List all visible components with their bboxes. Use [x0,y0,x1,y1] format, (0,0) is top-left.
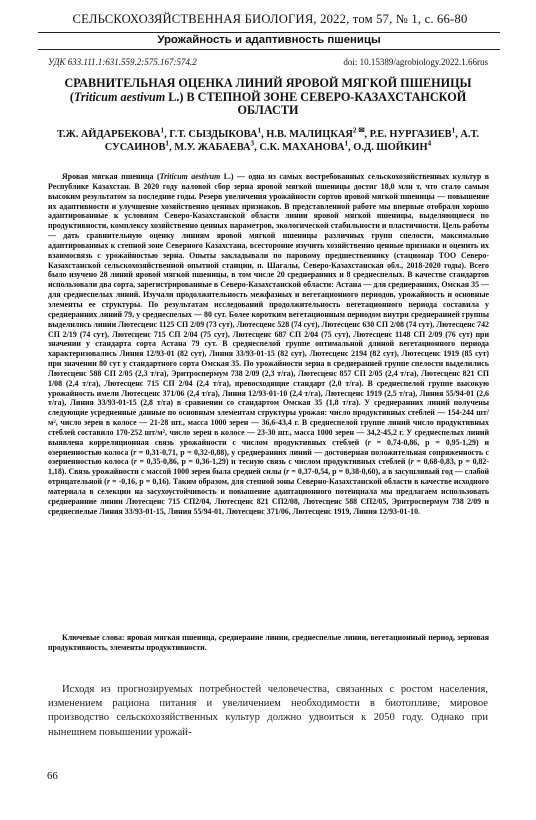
keywords: Ключевые слова: яровая мягкая пшеница, среднерание линии, среднеспелые линии, вегетационный период, зерновая продуктивность, элементы продуктивности. [48,633,489,652]
author-5-affil: 1 [165,139,170,148]
abstract-intro: Яровая мягкая пшеница ( [62,172,160,181]
page-number: 66 [47,770,58,782]
author-2: , Г.Т. СЫЗДЫКОВА [164,129,258,140]
body-paragraph: Исходя из прогнозируемых потребностей человечества, связанных с ростом населения, изменением рациона питания и увеличением необходимости в биотопливе, мировое производство сельскохозяйственных культур должно удвоиться к 2050 году. Однако при нынешнем повышении урожай- [48,684,488,738]
abstract-part-2: , число зерен в колосе — 21-28 шт., масса 1000 зерен — 36,6-43,4 г. В среднеспелой группе линий число продуктивных стеблей составило 170-252 шт/м², число зерен в колосе — 23-30 шт., масса 1000 зерен — 34,2-45,2 г. У среднеспелых линий выявлена корреляционная связь урожайности с числом продуктивных стеблей ( [48,418,489,447]
author-5: , А.Т. СУСАИНОВ [104,129,480,153]
author-1-affil: 1 [160,126,165,135]
corr-symbol: r [367,437,371,447]
title-line-1: СРАВНИТЕЛЬНАЯ ОЦЕНКА ЛИНИЙ ЯРОВОЙ МЯГКОЙ ПШЕНИЦЫ [64,76,472,90]
author-7-affil: 1 [344,139,349,148]
abstract-part-1: L.) — одна из самых востребованных сельскохозяйственных культур в Республике Казахстан. В 2020 году валовой сбор зерна яровой мягкой пшеницы достиг 18,0 млн т, что стало самым высоким результатом за последние годы. Резерв увеличения урожайности сортов яровой мягкой пшеницы — повышение их адаптивности и улучшение хозяйственно ценных признаков. В представленной работе мы впервые отобрали хорошо адаптированные к условиям Северо-Казахстанской области линии яровой мягкой пшеницы, выделяющиеся по продуктивности, комплексу хозяйственно ценных параметров, экологической стабильности и пластичности. Цель работы — дать сравнительную оценку линиям яровой мягкой пшеницы различных групп спелости, максимально адаптированных к степной зоне Северного Казахстана, всесторонне изучить хозяйственно ценные признаки и оценить их взаимосвязь с урожайностью зерна. Опыты закладывали по паровому предшественнику (стационар ТОО Северо-Казахстанской сельскохозяйственной опытной станции, п. Шагалы, Северо-Казахстанская обл., 2018-2020 годы). Всего было изучено 28 линий яровой мягкой пшеницы, в том числе 20 среднеранних и 8 среднеспелых. В качестве стандартов использовали два сорта, зарегистрированные в Северо-Казахстанской области: Астана — для среднеранних, Омская 35 — для среднеспелых линий. Изучали продолжительность межфазных и вегетационного периодов, урожайность и основные элементы ее структуры. По результатам исследований продолжительность вегетационного периода составила у среднеранних линий 79, у среднеспелых — 80 сут. Более коротким вегетационным периодом внутри среднеранней группы выделились линии Лютесценс 1125 СП 2/09 (73 сут), Лютесценс 528 (74 сут), Лютесценс 630 СП 2/08 (74 сут), Лютесценс 742 СП 2/19 (74 сут), Лютесценс 715 СП 2/04 (75 сут), Лютесценс 687 СП 2/04 (75 сут), Лютесценс 1148 СП 2/09 (76 сут) при значении у стандарта сорта Астана 79 сут. В среднеспелой группе оптимальной длиной вегетационного периода характеризовались Линия 12/93-01 (82 сут), Линия 33/93-01-15 (82 сут), Лютесценс 2194 (82 сут), Лютесценс 1919 (85 сут) при значении 80 сут у стандартного сорта Омская 35. По урожайности зерна в среднеранней группе спелости выделились Лютесценс 588 СП 2/05 (2,3 т/га), Эритроспермум 738 2/09 (2,3 т/га), Лютесценс 857 СП 2/05 (2,4 т/га), Лютесценс 821 СП 1/08 (2,4 т/га), Лютесценс 715 СП 2/04 (2,4 т/га), превосходящие стандарт (2,0 т/га). В среднеспелой группе высокую урожайность имели Лютесценс 371/06 (2,4 т/га), Линия 12/93-01-10 (2,4 т/га), Лютесценс 1919 (2,5 т/га), Линия 55/94-01 (2,6 т/га), Линия 33/93-01-15 (2,8 т/га) в сравнении со стандартом Омская 35 (1,8 т/га). У среднеранних линий получены следующие усредненные данные по основным элементам структуры урожая: число продуктивных стеблей — 154-244 шт/м² [48,172,489,428]
corr-symbol: r [410,457,414,467]
abstract-part-4: = 0,31-0,71, p = 0,32-0,88), у среднеранних линий — достоверная положительная сопряженность с озерненностью колоса ( [48,447,489,467]
header-rule [38,32,500,33]
corr-symbol: r [133,457,137,467]
journal-header: СЕЛЬСКОХОЗЯЙСТВЕННАЯ БИОЛОГИЯ, 2022, том 57, № 1, с. 66-80 [72,12,468,26]
author-6-affil: 3 [250,139,255,148]
title-paren: ( [69,89,74,104]
author-6: , М.У. ЖАБАЕВА [169,141,251,153]
abstract-part-3: = 0,74-0,86, p = 0,95-1,29) и озерненностью колоса ( [48,437,489,457]
author-3-affil: 2 ✉ [352,126,365,135]
authors [48,126,488,155]
corr-symbol: r [286,467,290,477]
abstract [48,172,489,517]
author-2-affil: 1 [257,126,262,135]
abstract-part-8: = -0,16, p = 0,16). Таким образом, для степной зоны Северно-Казахстанской области в качестве исходного материала в селекции на засухоустойчивость и повышение адаптационного потенциала мы предлагаем использовать среднеранние линии Лютесценс 715 СП2/04, Лютесценс 821 СП2/08, Лютесценс 588 СП2/05, Эритроспермум 738 2/09 и среднеспелые Линия 33/93-01-15, Линия 55/94-01, Лютесценс 371/06, Лютесценс 1919, Линия 12/93-01-10. [48,477,489,516]
corr-symbol: r [106,477,110,487]
abstract-part-5: = 0,35-0,86, p = 0,36-1,29) и тесную связь с числом продуктивных стеблей ( [136,457,411,467]
author-1: Т.Ж. АЙДАРБЕКОВА [56,129,161,140]
author-8-affil: 4 [427,139,432,148]
abstract-part-6: = 0,68-0,83, p = 0,82-1,18). Связь урожайности с массой 1000 зерен была средней силы ( [48,457,490,477]
doi: doi: 10.15389/agrobiology.2022.1.66rus [343,57,488,67]
author-3: , Н.В. МАЛИЦКАЯ [261,129,353,140]
author-7: , С.К. МАХАНОВА [254,141,345,153]
author-4-affil: 1 [451,126,456,135]
article-title [48,77,488,118]
author-8: , О.Д. ШОЙКИН [348,141,428,153]
abstract-part-7: = 0,37-0,54, p = 0,38-0,60), а в засушливый год — слабой отрицательной ( [48,467,490,487]
abstract-species: Triticum aestivum [159,172,221,181]
udk-code: УДК 633.111.1:631.559.2:575.167:574.2 [48,57,197,67]
author-4: , Р.Е. НУРГАЗИЕВ [364,129,452,140]
title-rest: L.) В СТЕПНОЙ ЗОНЕ СЕВЕРО-КАЗАХСТАНСКОЙ ОБЛАСТИ [165,89,467,118]
section-rule [38,49,500,50]
corr-symbol: r [133,447,137,457]
title-species: Triticum aestivum [73,89,166,104]
section-title: Урожайность и адаптивность пшеницы [157,34,381,46]
